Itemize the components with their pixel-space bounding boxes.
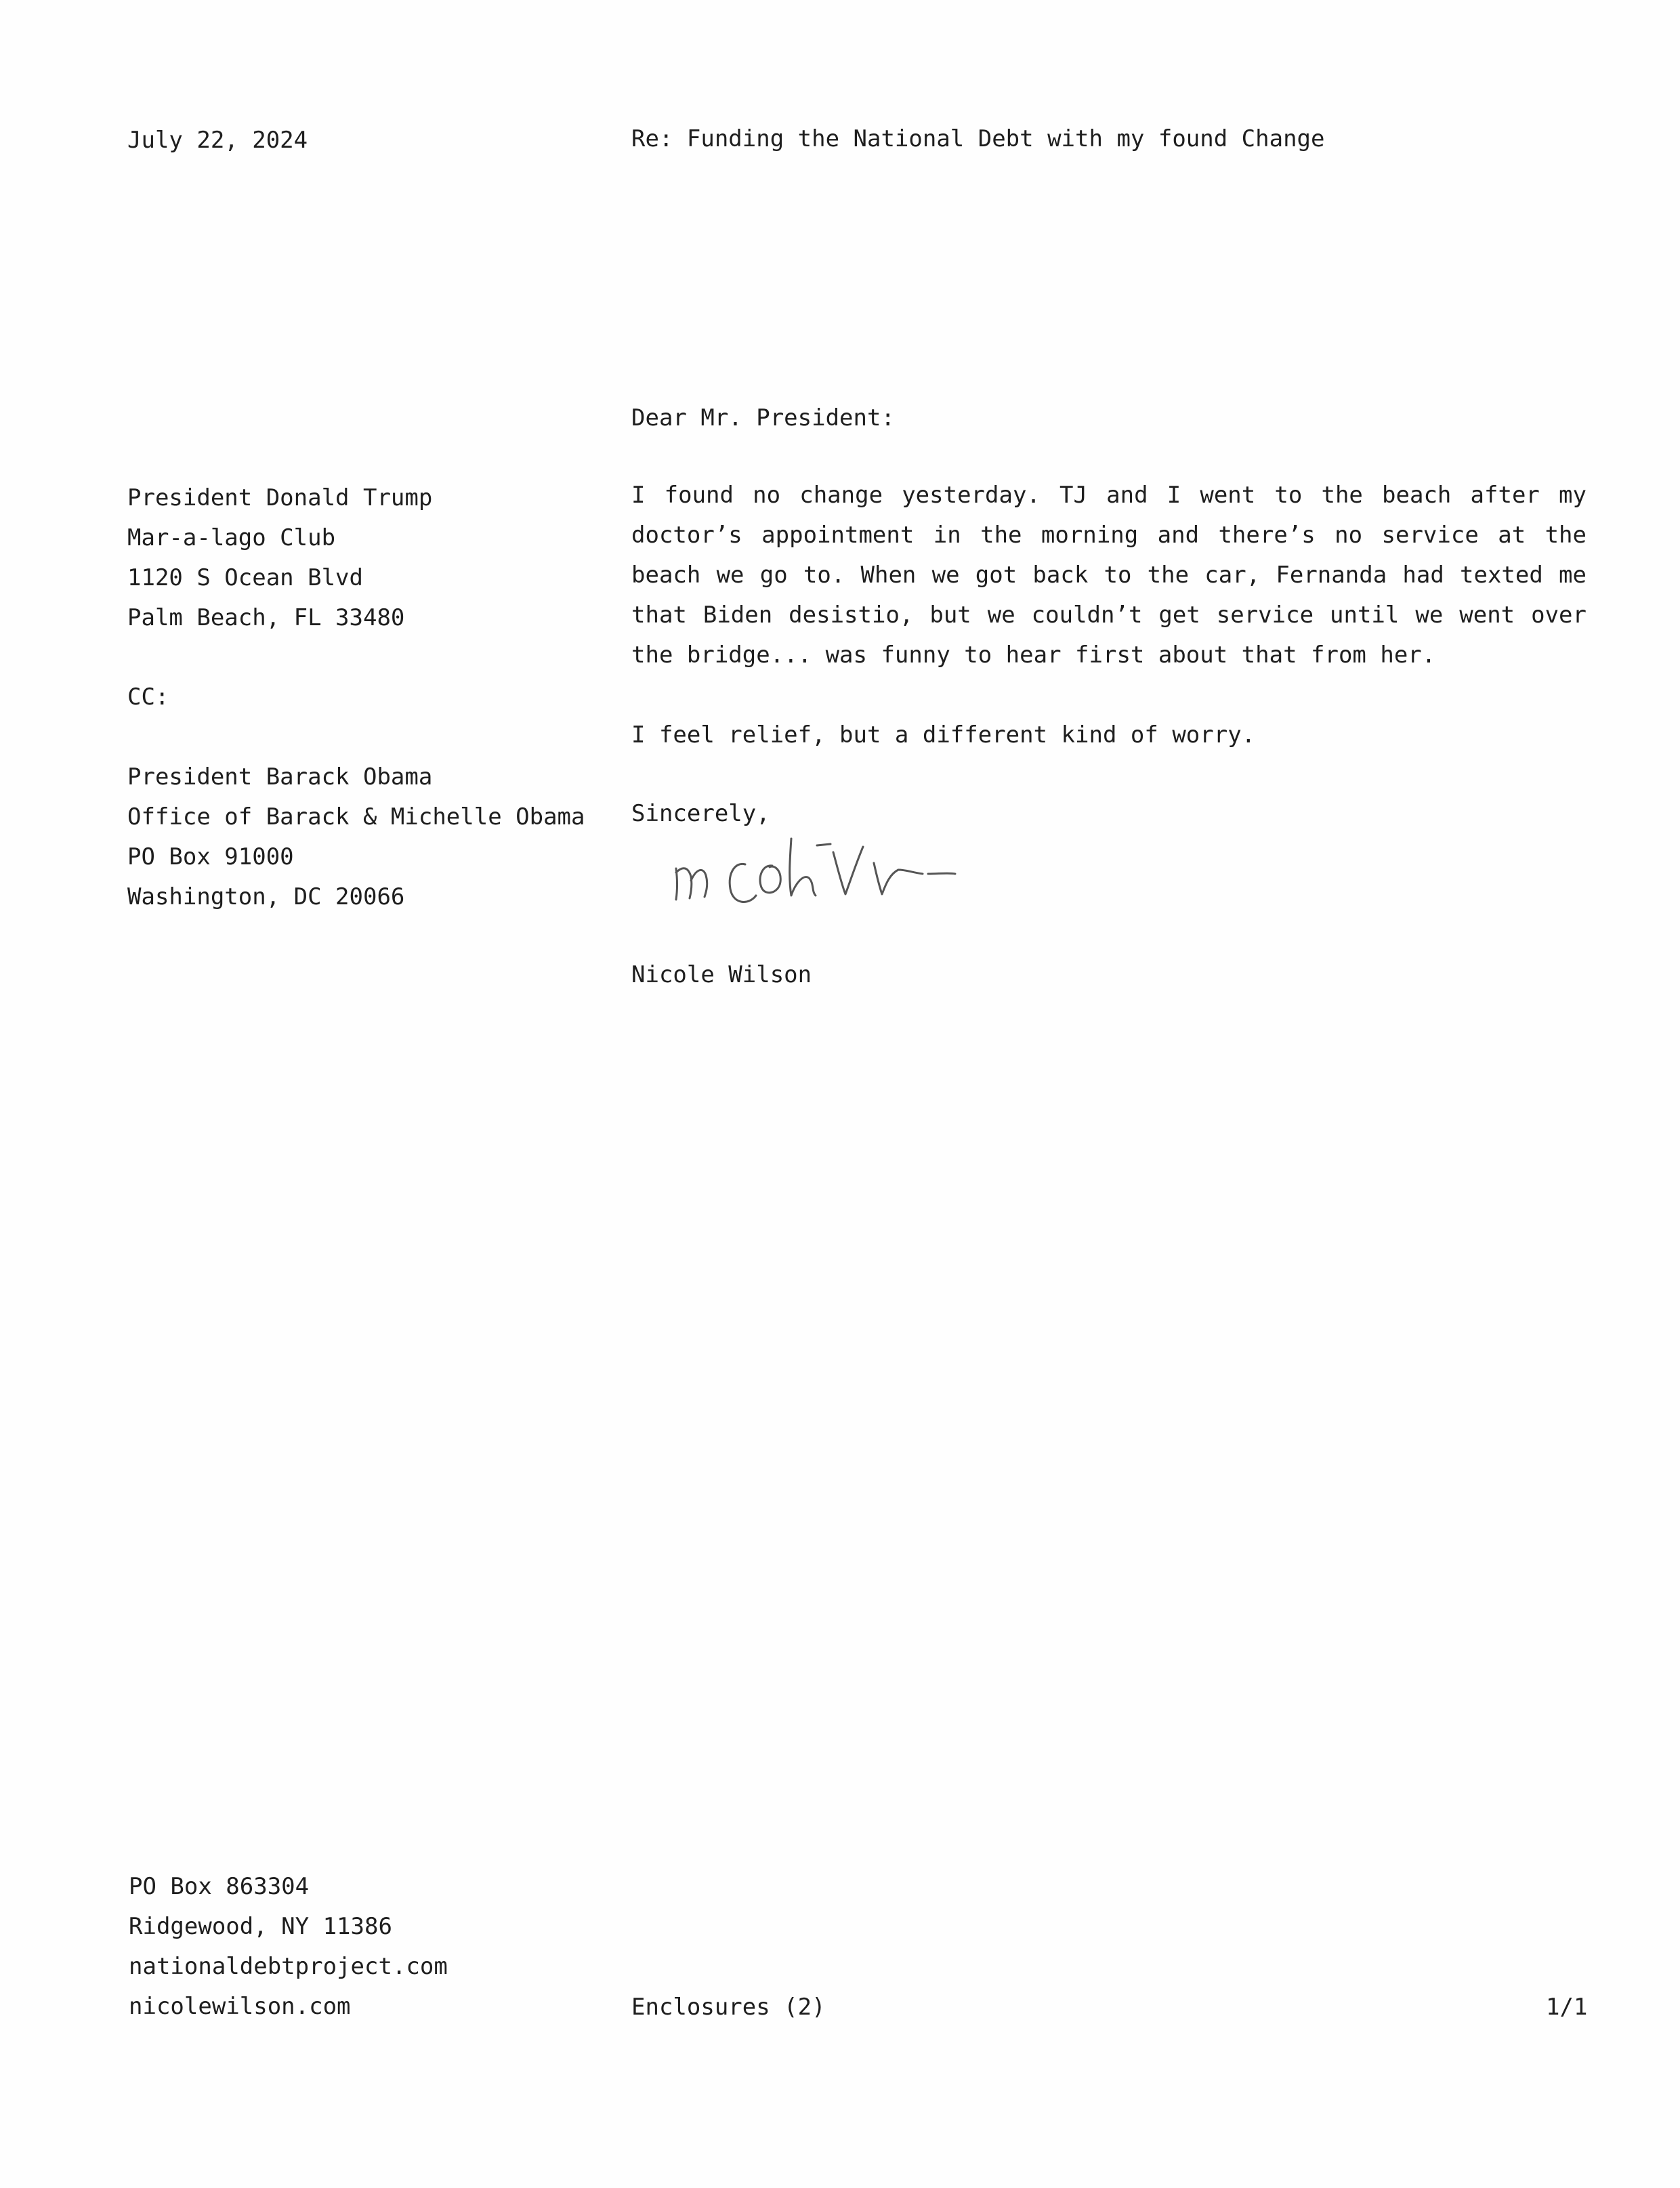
letter-date: July 22, 2024 — [127, 127, 308, 154]
recipient-address — [127, 478, 432, 638]
cc-address — [127, 757, 585, 917]
letter-body-paragraph: I found no change yesterday. TJ and I went to the beach after my doctor’s appointment in the morning and there’s no service at the beach we go to. When we got back to the car, Fernanda had texted me that Biden desistio, but we couldn’t get service until we went over the bridge... was funny to hear first about that from her. — [631, 482, 1587, 669]
cc-name: President Barack Obama — [127, 763, 433, 791]
sender-city: Ridgewood, NY 11386 — [129, 1913, 392, 1940]
sender-po-box: PO Box 863304 — [129, 1873, 310, 1900]
enclosures-note: Enclosures (2) — [631, 1994, 826, 2021]
cc-po-box: PO Box 91000 — [127, 843, 294, 870]
sender-website-1: nationaldebtproject.com — [129, 1953, 448, 1980]
cc-organization: Office of Barack & Michelle Obama — [127, 803, 585, 830]
cc-label: CC: — [127, 683, 169, 711]
closing: Sincerely, — [631, 800, 770, 827]
recipient-city: Palm Beach, FL 33480 — [127, 604, 405, 631]
page-number: 1/1 — [1546, 1994, 1588, 2021]
sender-website-2: nicolewilson.com — [129, 1993, 351, 2020]
sender-address — [129, 1867, 448, 2027]
letter-body-paragraph-2: I feel relief, but a different kind of worry. — [631, 721, 1256, 749]
salutation: Dear Mr. President: — [631, 404, 895, 432]
signer-name: Nicole Wilson — [631, 961, 812, 988]
signature-image — [671, 825, 996, 913]
letter-subject: Re: Funding the National Debt with my found Change — [631, 125, 1325, 152]
recipient-organization: Mar-a-lago Club — [127, 524, 336, 551]
recipient-name: President Donald Trump — [127, 484, 433, 511]
cc-city: Washington, DC 20066 — [127, 883, 405, 910]
recipient-street: 1120 S Ocean Blvd — [127, 564, 363, 591]
